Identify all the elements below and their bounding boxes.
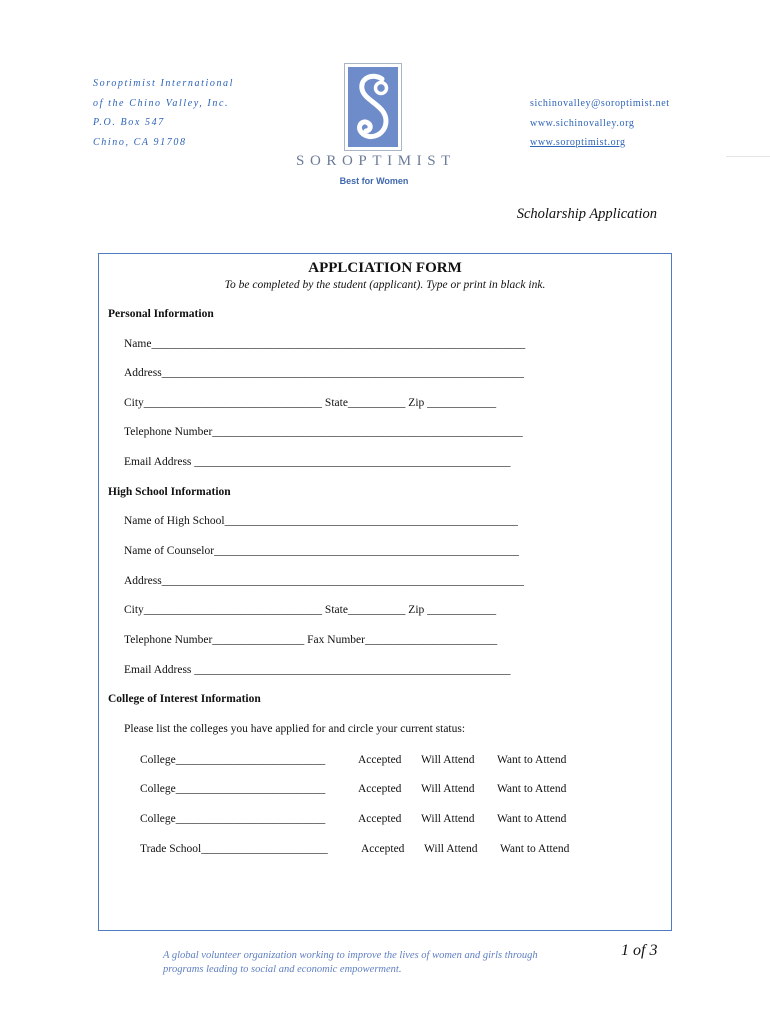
email-field[interactable]: Email Address _______________________________________________________ [124,456,511,468]
status-want-to-attend[interactable]: Want to Attend [497,783,567,795]
soroptimist-logo [296,63,456,191]
section-heading-college: College of Interest Information [108,693,261,705]
status-will-attend[interactable]: Will Attend [421,754,475,766]
document-subtitle: Scholarship Application [516,206,657,222]
form-frame [98,253,672,931]
status-accepted[interactable]: Accepted [358,813,402,825]
status-will-attend[interactable]: Will Attend [421,783,475,795]
college-field[interactable]: College__________________________ [140,754,326,766]
footer-mission [163,949,538,977]
status-accepted[interactable]: Accepted [358,783,402,795]
org-name-line1: Soroptimist International [93,78,235,89]
section-heading-high-school: High School Information [108,486,231,498]
status-will-attend[interactable]: Will Attend [424,843,478,855]
email-link[interactable]: sichinovalley@soroptimist.net [530,98,670,109]
school-phone-fax-field[interactable]: Telephone Number________________ Fax Number_______________________ [124,634,498,646]
school-address-field[interactable]: Address_______________________________________________________________ [124,575,524,587]
school-email-field[interactable]: Email Address _______________________________________________________ [124,664,511,676]
college-prompt: Please list the colleges you have applied for and circle your current status: [124,723,466,735]
website-link-chapter[interactable]: www.sichinovalley.org [530,117,635,129]
org-name-line2: of the Chino Valley, Inc. [93,97,230,109]
form-instruction: To be completed by the student (applicant). Type or print in black ink. [224,279,546,291]
name-field[interactable]: Name_________________________________________________________________ [124,338,526,350]
college-field[interactable]: College__________________________ [140,783,326,795]
organization-address [93,74,234,152]
counselor-field[interactable]: Name of Counselor_____________________________________________________ [124,545,519,557]
telephone-field[interactable]: Telephone Number______________________________________________________ [124,426,523,438]
contact-links [530,94,670,153]
status-will-attend[interactable]: Will Attend [421,813,475,825]
website-link-soroptimist[interactable]: www.soroptimist.org [530,137,626,148]
high-school-name-field[interactable]: Name of High School___________________________________________________ [124,515,518,527]
logo-wordmark: SOROPTIMIST [296,153,456,169]
address-field[interactable]: Address_______________________________________________________________ [124,367,524,379]
status-accepted[interactable]: Accepted [358,754,402,766]
footer-line1: A global volunteer organization working to improve the lives of women and girls through [163,950,538,961]
city-state-zip: Chino, CA 91708 [93,136,187,148]
status-want-to-attend[interactable]: Want to Attend [497,813,567,825]
logo-tagline: Best for Women [339,176,409,186]
po-box: P.O. Box 547 [93,117,165,128]
form-title: APPLCIATION FORM [308,260,462,276]
college-field[interactable]: College__________________________ [140,813,326,825]
status-want-to-attend[interactable]: Want to Attend [497,754,567,766]
status-accepted[interactable]: Accepted [361,843,405,855]
school-city-state-zip-field[interactable]: City_______________________________ State__________ Zip ____________ [124,604,497,616]
trade-school-field[interactable]: Trade School______________________ [140,843,328,855]
soroptimist-s-logo-icon [348,67,398,147]
footer-line2: programs leading to social and economic empowerment. [163,964,402,975]
city-state-zip-field[interactable]: City_______________________________ State__________ Zip ____________ [124,397,497,409]
section-heading-personal: Personal Information [108,308,214,320]
divider [726,156,770,157]
status-want-to-attend[interactable]: Want to Attend [500,843,570,855]
logo-frame [344,63,402,151]
page-number: 1 of 3 [621,942,658,959]
